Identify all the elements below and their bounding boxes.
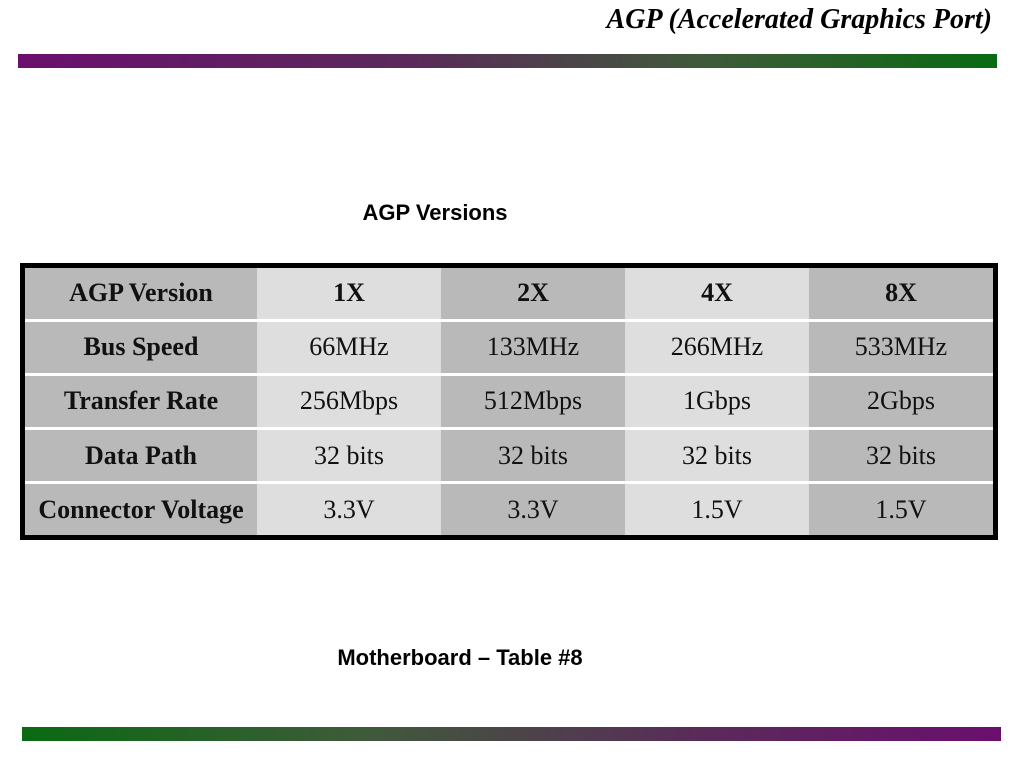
- row-label: Data Path: [25, 429, 257, 483]
- header-cell-1x: 1X: [257, 268, 441, 320]
- table-cell: 1.5V: [809, 483, 993, 535]
- table-cell: 32 bits: [809, 429, 993, 483]
- row-label: Transfer Rate: [25, 374, 257, 428]
- table-cell: 2Gbps: [809, 374, 993, 428]
- header-cell-4x: 4X: [625, 268, 809, 320]
- header-cell-8x: 8X: [809, 268, 993, 320]
- table-cell: 1Gbps: [625, 374, 809, 428]
- table-row-data-path: [25, 429, 993, 483]
- table-cell: 512Mbps: [441, 374, 625, 428]
- footer-caption: Motherboard – Table #8: [337, 645, 583, 670]
- table-cell: 3.3V: [441, 483, 625, 535]
- table-cell: 32 bits: [625, 429, 809, 483]
- table-cell: 66MHz: [257, 320, 441, 374]
- table-row-connector-voltage: [25, 483, 993, 535]
- table-cell: 266MHz: [625, 320, 809, 374]
- row-label: Connector Voltage: [25, 483, 257, 535]
- header-cell-agp-version: AGP Version: [25, 268, 257, 320]
- row-label: Bus Speed: [25, 320, 257, 374]
- table-header-row: [25, 268, 993, 320]
- table-row-bus-speed: [25, 320, 993, 374]
- table-caption: AGP Versions: [362, 200, 508, 225]
- top-divider-bar: [18, 54, 997, 68]
- versions-table-grid: [25, 268, 993, 535]
- table-cell: 3.3V: [257, 483, 441, 535]
- table-cell: 32 bits: [441, 429, 625, 483]
- agp-versions-table: [20, 263, 998, 540]
- slide-title: AGP (Accelerated Graphics Port): [606, 4, 992, 35]
- table-cell: 256Mbps: [257, 374, 441, 428]
- table-cell: 133MHz: [441, 320, 625, 374]
- bottom-divider-bar: [22, 727, 1001, 741]
- table-row-transfer-rate: [25, 374, 993, 428]
- header-cell-2x: 2X: [441, 268, 625, 320]
- table-cell: 533MHz: [809, 320, 993, 374]
- table-cell: 32 bits: [257, 429, 441, 483]
- table-cell: 1.5V: [625, 483, 809, 535]
